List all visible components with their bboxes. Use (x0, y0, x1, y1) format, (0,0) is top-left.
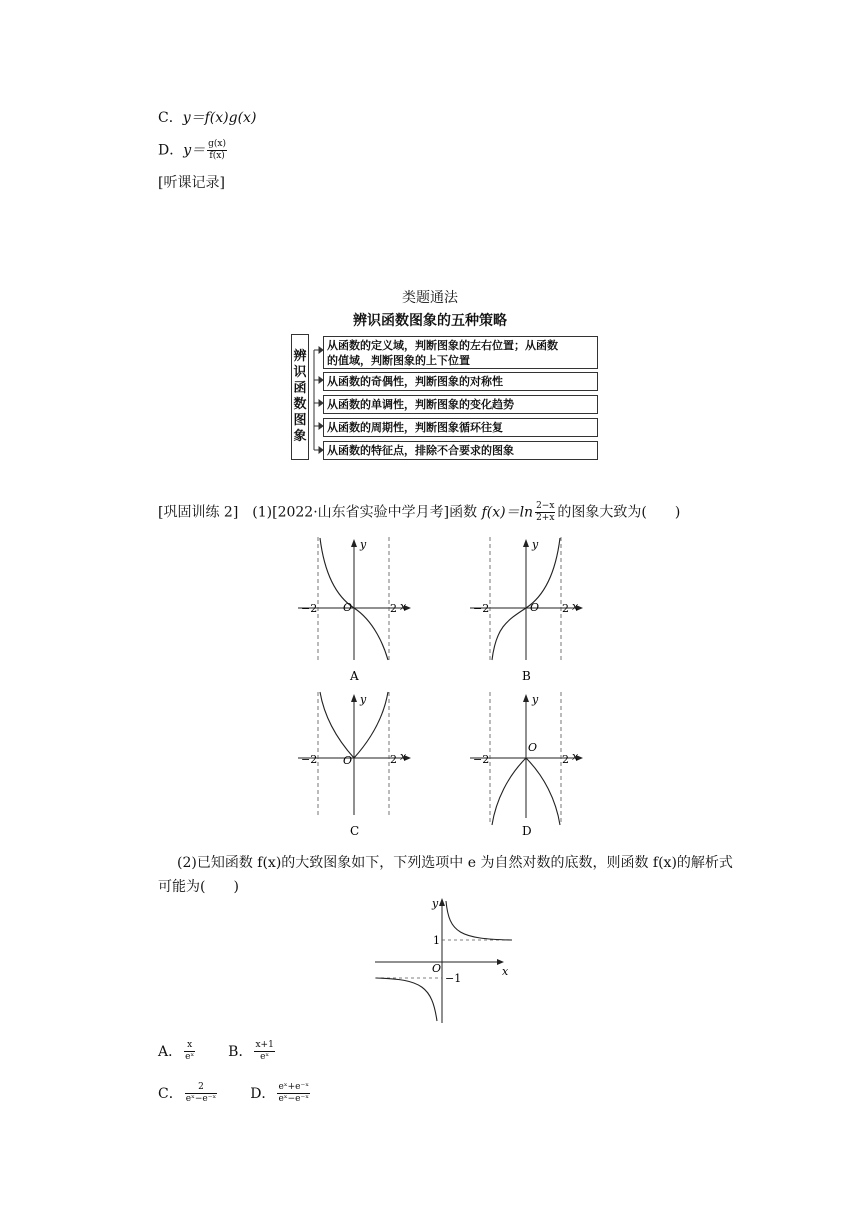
strategy-item-3: 从函数的单调性，判断图象的变化趋势 (323, 395, 598, 414)
graph-a-x-label: x (400, 600, 407, 613)
option-c: C．y＝f(x)g(x) (158, 110, 257, 126)
graph-b-x-label: x (572, 600, 579, 613)
choices-row-1 (158, 1040, 277, 1063)
option-d: D．y＝ $\frac{g(x)}{f(x)}$ (158, 139, 227, 161)
graph-q2-neg-label: −1 (445, 972, 462, 985)
strategy-title: 辨识函数图象的五种策略 (353, 313, 507, 329)
exercise-q2-line1: (2)已知函数 f(x)的大致图象如下，下列选项中 e 为自然对数的底数，则函数 f(x)的解析式 (177, 855, 733, 871)
graph-b-caption: B (522, 669, 531, 683)
graph-a (296, 535, 416, 685)
graph-c-left-tick: −2 (301, 753, 318, 766)
graph-q2-y-label: y (432, 897, 439, 910)
q1-fraction: $\frac{2-x}{2+x}$ (536, 501, 555, 523)
graph-b (468, 535, 588, 685)
exercise-label: [巩固训练 2] (158, 504, 239, 521)
graph-b-y-label: y (532, 538, 539, 551)
graph-q2-x-label: x (502, 965, 509, 978)
graph-c-caption: C (350, 824, 360, 838)
section-title: 类题通法 (402, 290, 458, 306)
option-c-expr: y＝f(x)g(x) (182, 110, 257, 126)
choices-row-2 (158, 1082, 312, 1105)
graph-d (468, 690, 588, 842)
graph-b-right-tick: 2 (562, 602, 569, 615)
graph-a-origin: O (343, 601, 353, 614)
graph-d-caption: D (522, 824, 532, 838)
strategy-left-label: 辨 识 函 数 图 象 (291, 334, 309, 460)
choice-b: B． $\frac{x+1}{\text{eˣ}}$ (228, 1040, 274, 1062)
strategy-item-5: 从函数的特征点，排除不合要求的图象 (323, 441, 598, 460)
graph-c (296, 690, 416, 842)
graph-a-caption: A (350, 669, 359, 683)
graph-a-y-label: y (360, 538, 367, 551)
graph-q2-origin: O (432, 962, 442, 975)
exercise-q2-line2: 可能为( ) (158, 879, 239, 895)
option-d-fraction: $\frac{g(x)}{f(x)}$ (208, 139, 227, 161)
graph-a-right-tick: 2 (390, 602, 397, 615)
graph-c-right-tick: 2 (390, 753, 397, 766)
graph-b-left-tick: −2 (473, 602, 490, 615)
graph-c-x-label: x (400, 750, 407, 763)
strategy-item-4: 从函数的周期性，判断图象循环往复 (323, 418, 598, 437)
strategy-item-1: 从函数的定义域，判断图象的左右位置；从函数 的值域，判断图象的上下位置 (323, 336, 598, 369)
graph-d-right-tick: 2 (562, 753, 569, 766)
graph-d-y-label: y (532, 693, 539, 706)
strategy-item-2: 从函数的奇偶性，判断图象的对称性 (323, 372, 598, 391)
graph-c-y-label: y (360, 693, 367, 706)
graph-q2 (372, 893, 517, 1025)
choice-d: D． $\frac{\text{eˣ+e⁻ˣ}}{\text{eˣ−e⁻ˣ}}$ (250, 1082, 310, 1104)
graph-q2-pos-label: 1 (433, 934, 440, 947)
graph-d-left-tick: −2 (473, 753, 490, 766)
choice-c: C． $\frac{2}{\text{eˣ−e⁻ˣ}}$ (158, 1082, 217, 1104)
notes-label: [听课记录] (158, 175, 225, 191)
graph-c-origin: O (343, 754, 353, 767)
exercise-q1: [巩固训练 2] (1)[2022·山东省实验中学月考]函数 f(x)＝ln $\frac{2-x}{2+x}$ 的图象大致为( ) (158, 501, 681, 523)
graph-d-origin: O (528, 741, 538, 754)
choice-a: A． $\frac{x}{\text{eˣ}}$ (158, 1040, 195, 1062)
graph-d-x-label: x (572, 750, 579, 763)
graph-a-left-tick: −2 (301, 602, 318, 615)
graph-b-origin: O (530, 601, 540, 614)
